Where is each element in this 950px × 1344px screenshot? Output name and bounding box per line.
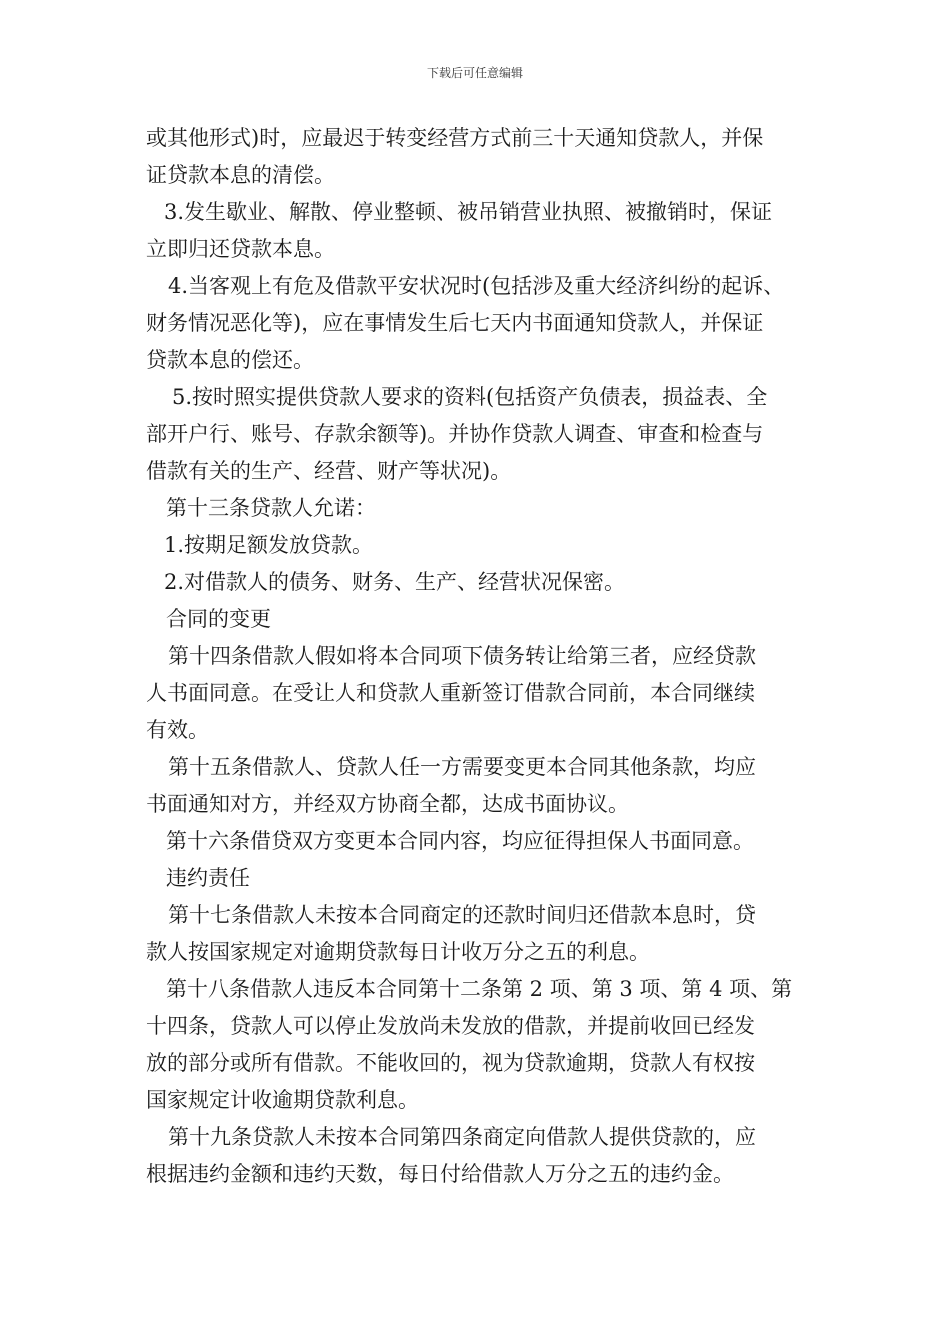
text-line: 第十五条借款人、贷款人任一方需要变更本合同其他条款，均应 (168, 755, 756, 779)
paragraph-lender-item-2 (146, 564, 826, 601)
paragraph-item-5 (146, 379, 826, 490)
text-line: 财务情况恶化等)，应在事情发生后七天内书面通知贷款人，并保证 (146, 311, 764, 335)
text-line: 根据违约金额和违约天数，每日付给借款人万分之五的违约金。 (146, 1162, 734, 1186)
text-line: 立即归还贷款本息。 (146, 237, 335, 261)
text-line: 第十三条贷款人允诺： (166, 496, 376, 520)
document-body (146, 120, 826, 1193)
text-line: 5.按时照实提供贷款人要求的资料(包括资产负债表，损益表、全 (172, 385, 768, 409)
paragraph-article-19 (146, 1119, 826, 1193)
text-line: 人书面同意。在受让人和贷款人重新签订借款合同前，本合同继续 (146, 681, 755, 705)
paragraph-article-16 (146, 823, 826, 860)
text-line: 第十九条贷款人未按本合同第四条商定向借款人提供贷款的，应 (168, 1125, 756, 1149)
text-line: 2.对借款人的债务、财务、生产、经营状况保密。 (164, 570, 626, 594)
text-line: 证贷款本息的清偿。 (146, 163, 335, 187)
text-line: 4.当客观上有危及借款平安状况时(包括涉及重大经济纠纷的起诉、 (168, 274, 785, 298)
paragraph-article-14 (146, 638, 826, 749)
text-line: 第十四条借款人假如将本合同项下债务转让给第三者，应经贷款 (168, 644, 756, 668)
text-line: 第十八条借款人违反本合同第十二条第 2 项、第 3 项、第 4 项、第 (166, 977, 793, 1001)
text-line: 第十六条借贷双方变更本合同内容，均应征得担保人书面同意。 (166, 829, 754, 853)
section-heading-liability (146, 860, 826, 897)
text-line: 有效。 (146, 718, 209, 742)
text-line: 国家规定计收逾期贷款利息。 (146, 1088, 419, 1112)
paragraph-item-3 (146, 194, 826, 268)
page-header: 下载后可任意编辑 (426, 66, 523, 80)
section-heading: 违约责任 (166, 866, 250, 890)
paragraph-article-13 (146, 490, 826, 527)
section-heading-contract-change (146, 601, 826, 638)
text-line: 款人按国家规定对逾期贷款每日计收万分之五的利息。 (146, 940, 650, 964)
paragraph-article-17 (146, 897, 826, 971)
paragraph-lender-item-1 (146, 527, 826, 564)
text-line: 部开户行、账号、存款余额等)。并协作贷款人调查、审查和检查与 (146, 422, 764, 446)
text-line: 书面通知对方，并经双方协商全都，达成书面协议。 (146, 792, 629, 816)
section-heading: 合同的变更 (166, 607, 271, 631)
paragraph-article-15 (146, 749, 826, 823)
text-line: 放的部分或所有借款。不能收回的，视为贷款逾期，贷款人有权按 (146, 1051, 755, 1075)
text-line: 1.按期足额发放贷款。 (164, 533, 374, 557)
paragraph-item-4 (146, 268, 826, 379)
text-line: 贷款本息的偿还。 (146, 348, 314, 372)
text-line: 第十七条借款人未按本合同商定的还款时间归还借款本息时，贷 (168, 903, 756, 927)
text-line: 借款有关的生产、经营、财产等状况)。 (146, 459, 512, 483)
text-line: 或其他形式)时，应最迟于转变经营方式前三十天通知贷款人，并保 (146, 126, 764, 150)
text-line: 3.发生歇业、解散、停业整顿、被吊销营业执照、被撤销时，保证 (164, 200, 773, 224)
text-line: 十四条，贷款人可以停止发放尚未发放的借款，并提前收回已经发 (146, 1014, 755, 1038)
paragraph-continuation (146, 120, 826, 194)
paragraph-article-18 (146, 971, 826, 1119)
